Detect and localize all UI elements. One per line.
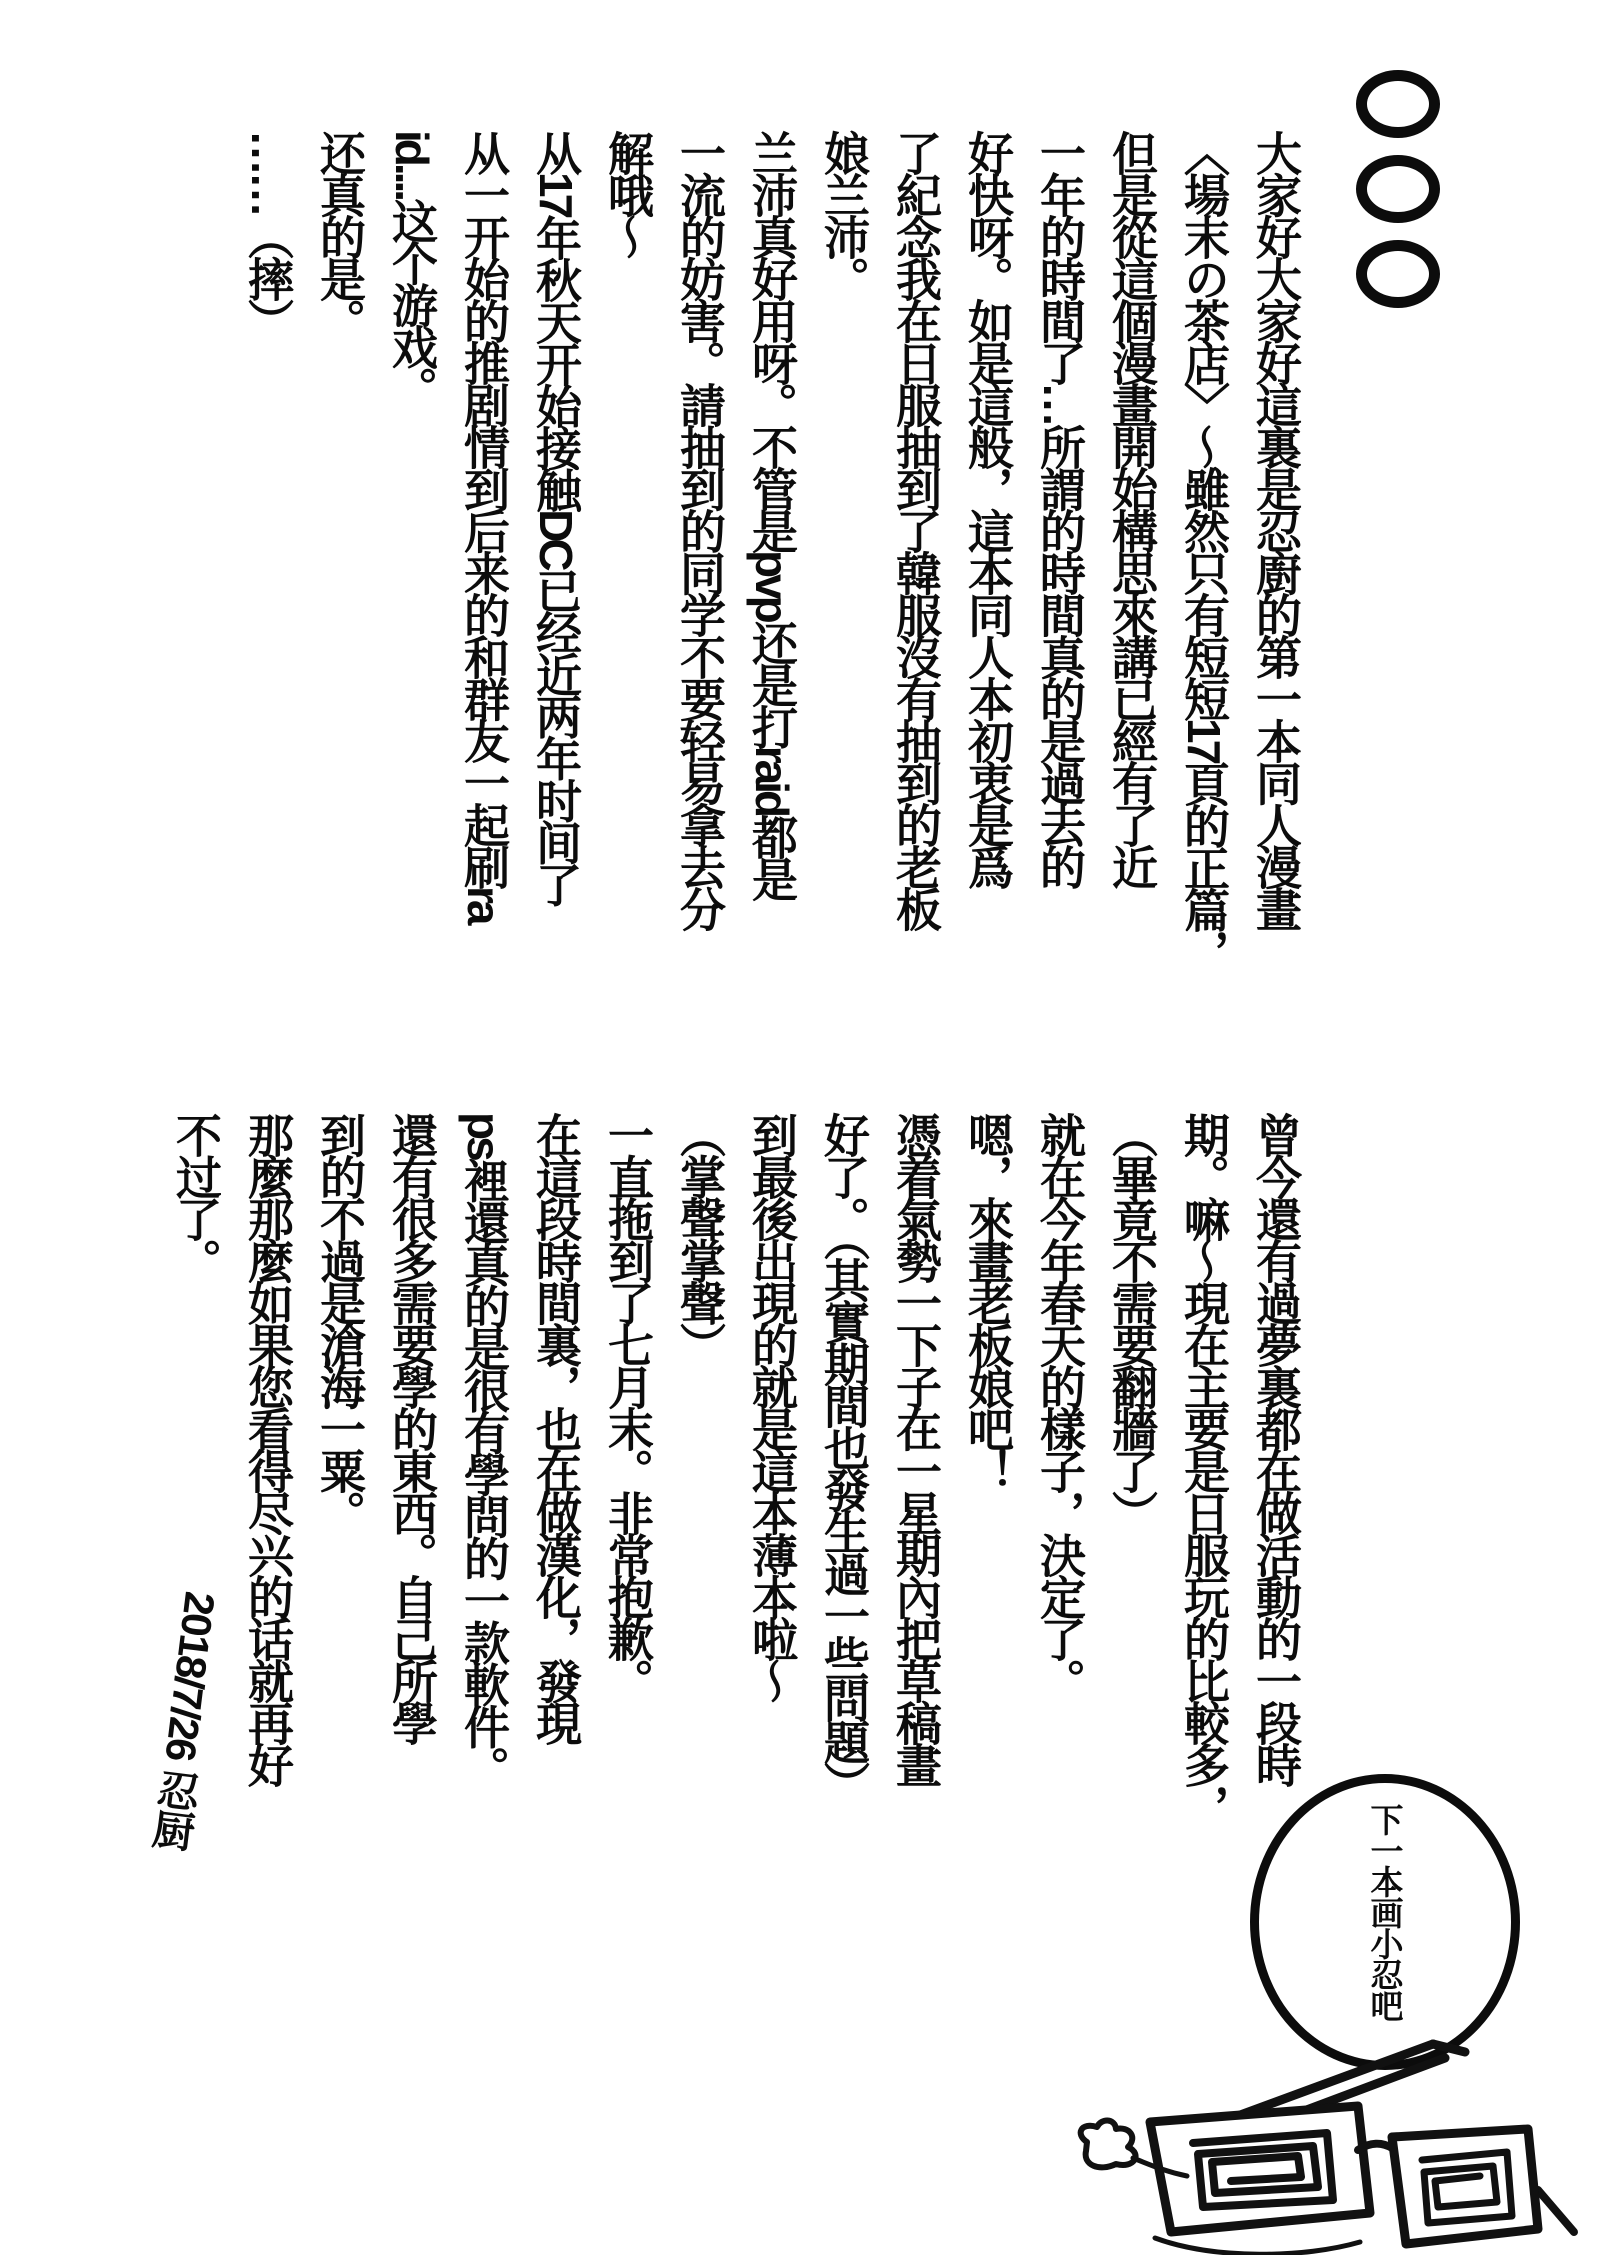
afterword-column: 到最後出現的就是這本薄本啦～ (746, 1112, 798, 1700)
glasses-temple-tip (1433, 2044, 1465, 2052)
afterword-column: 好了。（其實期間也發生過一些問題） (818, 1112, 870, 1803)
speech-bubble-text: 下一本画小忍吧 (1366, 1803, 1404, 2020)
afterword-column: 一流的妨害。請抽到的同学不要轻易拿去分 (674, 130, 726, 928)
page-mark (1356, 70, 1440, 325)
afterword-column: 好快呀。如是這般，這本同人本初衷是爲 (962, 130, 1014, 886)
afterword-column: 還有很多需要學的東西。自己所學 (386, 1112, 438, 1742)
glasses-bridge (1358, 2144, 1392, 2150)
afterword-column: id....这个游戏。 (386, 130, 438, 408)
glasses-lens (1150, 2106, 1370, 2232)
afterword-column: 还真的是。 (314, 130, 366, 340)
signature-date: 2018/7/26 忍厨 (145, 1589, 224, 1852)
afterword-bottom-block (160, 1112, 1312, 2012)
glasses-sketch-icon (1055, 2030, 1580, 2255)
afterword-column: 期。嘛～現在主要是日服玩的比較多， (1178, 1112, 1230, 1826)
afterword-column: 憑着氣勢一下子在一星期內把草稿畫 (890, 1112, 942, 1784)
afterword-column: 了紀念我在日服抽到了韓服沒有抽到的老板 (890, 130, 942, 928)
page-mark-circle (1356, 240, 1440, 308)
afterword-column: 但是從這個漫畫開始構思來講已經有了近 (1106, 130, 1158, 886)
afterword-column: 兰沛真好用呀。不管是pvp还是打raid都是 (746, 130, 798, 899)
afterword-column: 曾今還有過夢裏都在做活動的一段時 (1250, 1112, 1302, 1784)
afterword-column: 一直拖到了七月末。非常抱歉。 (602, 1112, 654, 1700)
afterword-column: 不过了。 (170, 1112, 222, 1280)
afterword-column: 一年的時間了…所謂的時間真的是過去的 (1034, 130, 1086, 886)
afterword-column: ps裡還真的是很有學問的一款軟件。 (458, 1112, 510, 1788)
glasses-temple-stub (1538, 2190, 1574, 2232)
page-mark-circle (1356, 70, 1440, 138)
glasses-lens (1392, 2129, 1538, 2244)
page-mark-circle (1356, 155, 1440, 223)
afterword-column: 大家好大家好這裏是忍廚的第一本同人漫畫 (1250, 130, 1302, 928)
afterword-column: （畢竟不需要翻牆了） (1106, 1112, 1158, 1532)
afterword-column: 在這段時間裏，也在做漢化，發現 (530, 1112, 582, 1742)
afterword-column: 那麼那麼如果您看得尽兴的话就再好 (242, 1112, 294, 1784)
afterword-column: 解哦～ (602, 130, 654, 256)
afterword-column: 嗯，來畫老板娘吧！ (962, 1112, 1014, 1490)
afterword-column: 就在今年春天的樣子，決定了。 (1034, 1112, 1086, 1700)
sketch-swoosh (1155, 2238, 1360, 2254)
afterword-column: 到的不過是滄海一粟。 (314, 1112, 366, 1532)
afterword-column: 〈場末の茶店〉～雖然只有短短17頁的正篇， (1178, 130, 1230, 972)
afterword-column: 从一开始的推剧情到后来的和群友一起刷ra (458, 130, 510, 922)
afterword-column: 娘兰沛。 (818, 130, 870, 298)
afterword-column: 从17年秋天开始接触DC已经近两年时间了 (530, 130, 582, 904)
afterword-top-block (232, 130, 1312, 1130)
afterword-column: （掌聲掌聲） (674, 1112, 726, 1364)
speech-bubble (1250, 1774, 1520, 2070)
afterword-column: ……（摔） (242, 130, 294, 340)
hand-doodle (1081, 2120, 1136, 2167)
